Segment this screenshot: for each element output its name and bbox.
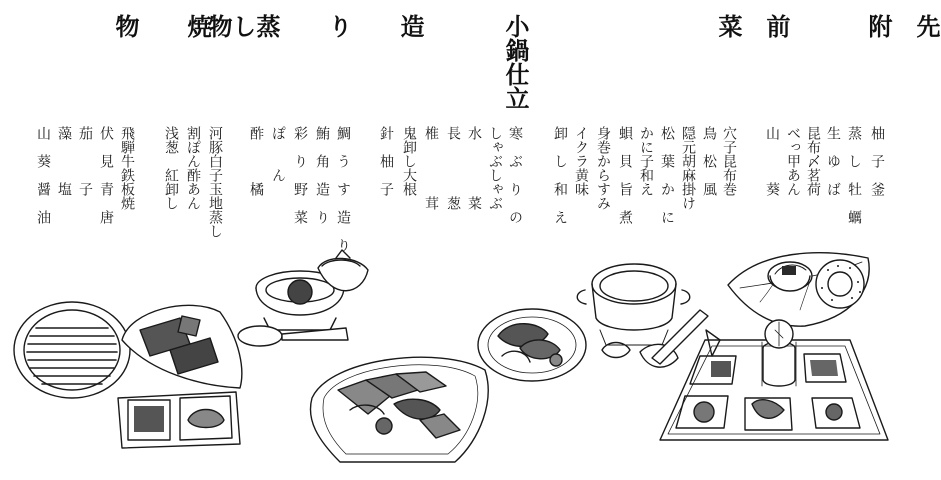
course-heading: 造 り: [324, 14, 425, 38]
menu-item: ぽ ん: [270, 126, 286, 182]
menu-item: べっ甲あん: [785, 126, 801, 196]
menu-item: 蛽 貝 旨 煮: [617, 126, 633, 224]
menu-item: 山 葵 醤 油: [35, 126, 51, 224]
menu-item: 鯛 う す 造 り: [335, 126, 351, 252]
yakimono-dish-illustration: [14, 302, 242, 448]
menu-item: 針 柚 子: [378, 126, 394, 196]
menu-item: 割ぽん酢あん: [185, 126, 201, 210]
menu-item: 穴子昆布巻: [721, 126, 737, 196]
menu-item: 飛騨牛鉄板焼: [119, 126, 135, 210]
menu-item: 彩 り 野 菜: [292, 126, 308, 224]
menu-item: かに子和え: [638, 126, 654, 196]
menu-item: 山 葵: [764, 126, 780, 196]
menu-item: 身巻からすみ: [595, 126, 611, 210]
menu-item: 浅葱 紅卸し: [163, 126, 179, 210]
sakizuke-dish-illustration: [728, 253, 869, 326]
menu-item: 柚 子 釜: [869, 126, 885, 196]
menu-item: 昆布〆茗荷: [805, 126, 821, 196]
course-heading: 先 附: [864, 14, 941, 38]
menu-item: イクラ黄味: [573, 126, 589, 196]
menu-item: 松 葉 か に: [659, 126, 675, 224]
menu-item: 寒 ぶ り の: [507, 126, 523, 224]
zensai-tray-illustration: [660, 320, 888, 440]
menu-item: 卸 し 和 え: [552, 126, 568, 224]
menu-item: 鬼卸し大根: [401, 126, 417, 196]
menu-item: 鮪 角 造 り: [314, 126, 330, 224]
menu-item: 蒸 し 牡 蠣: [846, 126, 862, 224]
menu-item: 長 葱: [445, 126, 461, 210]
menu-item: 生 ゆ ば: [825, 126, 841, 196]
course-heading: 小鍋仕立: [501, 14, 530, 110]
menu-item: 藻 塩: [56, 126, 72, 196]
menu-item: 酢 橘: [248, 126, 264, 196]
menu-item: 伏 見 青 唐: [98, 126, 114, 224]
menu-item: 水 菜: [466, 126, 482, 210]
menu-item: 椎 茸: [423, 126, 439, 210]
menu-item: 隠元胡麻掛け: [680, 126, 696, 210]
menu-item: 河豚白子玉地蒸し: [207, 126, 223, 238]
course-heading: 蒸 し 物: [204, 14, 281, 38]
tsukuri-plate-illustration: [310, 357, 488, 462]
menu-item: 茄 子: [77, 126, 93, 196]
mushimono-bowl-illustration: [238, 250, 368, 346]
konabe-dish-illustration: [478, 264, 708, 381]
course-heading: 焼 物: [111, 14, 212, 38]
course-heading: 前 菜: [714, 14, 791, 38]
menu-item: 鳥 松 風: [701, 126, 717, 196]
menu-item: しゃぶしゃぶ: [487, 126, 503, 210]
